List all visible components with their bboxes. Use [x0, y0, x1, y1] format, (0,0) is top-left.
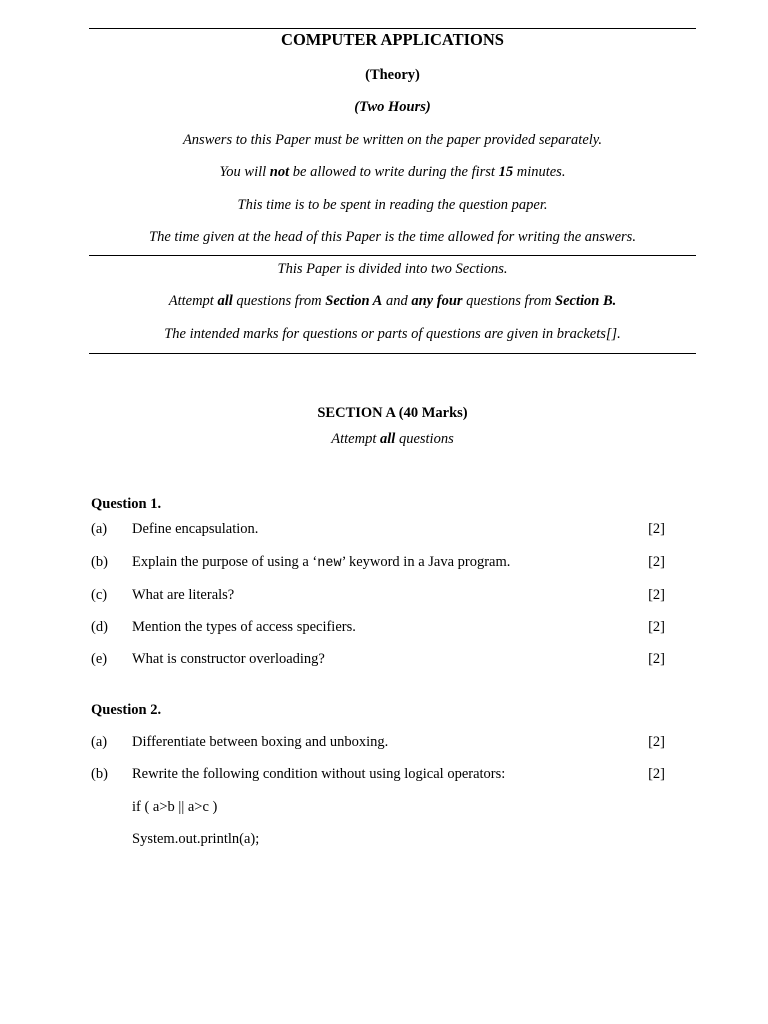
part-marks: [2]: [648, 554, 665, 570]
instruction-line-3: This time is to be spent in reading the question paper.: [237, 197, 548, 213]
part-text: Mention the types of access specifiers.: [132, 619, 356, 635]
instruction-line-7: The intended marks for questions or parts of questions are given in brackets[].: [164, 326, 621, 342]
part-label: (a): [91, 521, 108, 537]
middle-rule: [89, 255, 696, 256]
section-a-heading: SECTION A (40 Marks): [317, 405, 468, 421]
part-text: Differentiate between boxing and unboxing.: [132, 734, 389, 750]
part-text: What are literals?: [132, 587, 235, 603]
code-line-1: if ( a>b || a>c ): [132, 799, 218, 815]
question-2a: [91, 733, 665, 751]
instruction-line-2: You will not be allowed to write during the first 15 minutes.: [219, 164, 566, 180]
part-label: (b): [91, 554, 108, 570]
paper-title: COMPUTER APPLICATIONS: [281, 30, 504, 49]
code-line-2: System.out.println(a);: [132, 831, 260, 847]
bottom-rule: [89, 353, 696, 354]
question-1a: [91, 520, 665, 538]
question-1-heading: Question 1.: [91, 496, 162, 512]
part-marks: [2]: [648, 734, 665, 750]
part-marks: [2]: [648, 651, 665, 667]
top-rule: [89, 28, 696, 29]
question-1d: [91, 618, 665, 636]
instruction-line-5: This Paper is divided into two Sections.: [277, 261, 508, 277]
paper-duration: (Two Hours): [354, 99, 431, 115]
instruction-line-1: Answers to this Paper must be written on the paper provided separately.: [182, 132, 603, 148]
instruction-line-4: The time given at the head of this Paper is the time allowed for writing the answers.: [149, 229, 636, 245]
part-text: What is constructor overloading?: [132, 651, 325, 667]
question-2b: [91, 765, 665, 783]
question-1b: [91, 553, 665, 571]
instruction-line-6: Attempt all questions from Section A and any four questions from Section B.: [168, 293, 617, 309]
part-marks: [2]: [648, 521, 665, 537]
part-label: (a): [91, 734, 108, 750]
part-label: (d): [91, 619, 108, 635]
question-1e: [91, 650, 665, 668]
part-marks: [2]: [648, 619, 665, 635]
part-text: Define encapsulation.: [132, 521, 259, 537]
part-marks: [2]: [648, 587, 665, 603]
paper-subtitle: (Theory): [365, 67, 420, 83]
question-2-heading: Question 2.: [91, 702, 162, 718]
part-text: Explain the purpose of using a ‘new’ keyword in a Java program.: [132, 554, 511, 571]
part-label: (b): [91, 766, 108, 782]
part-label: (e): [91, 651, 108, 667]
part-label: (c): [91, 587, 108, 603]
section-a-note: Attempt all questions: [331, 431, 454, 447]
part-marks: [2]: [648, 766, 665, 782]
keyword-new: new: [317, 556, 342, 571]
question-1c: [91, 586, 665, 604]
part-text: Rewrite the following condition without using logical operators:: [132, 766, 506, 782]
